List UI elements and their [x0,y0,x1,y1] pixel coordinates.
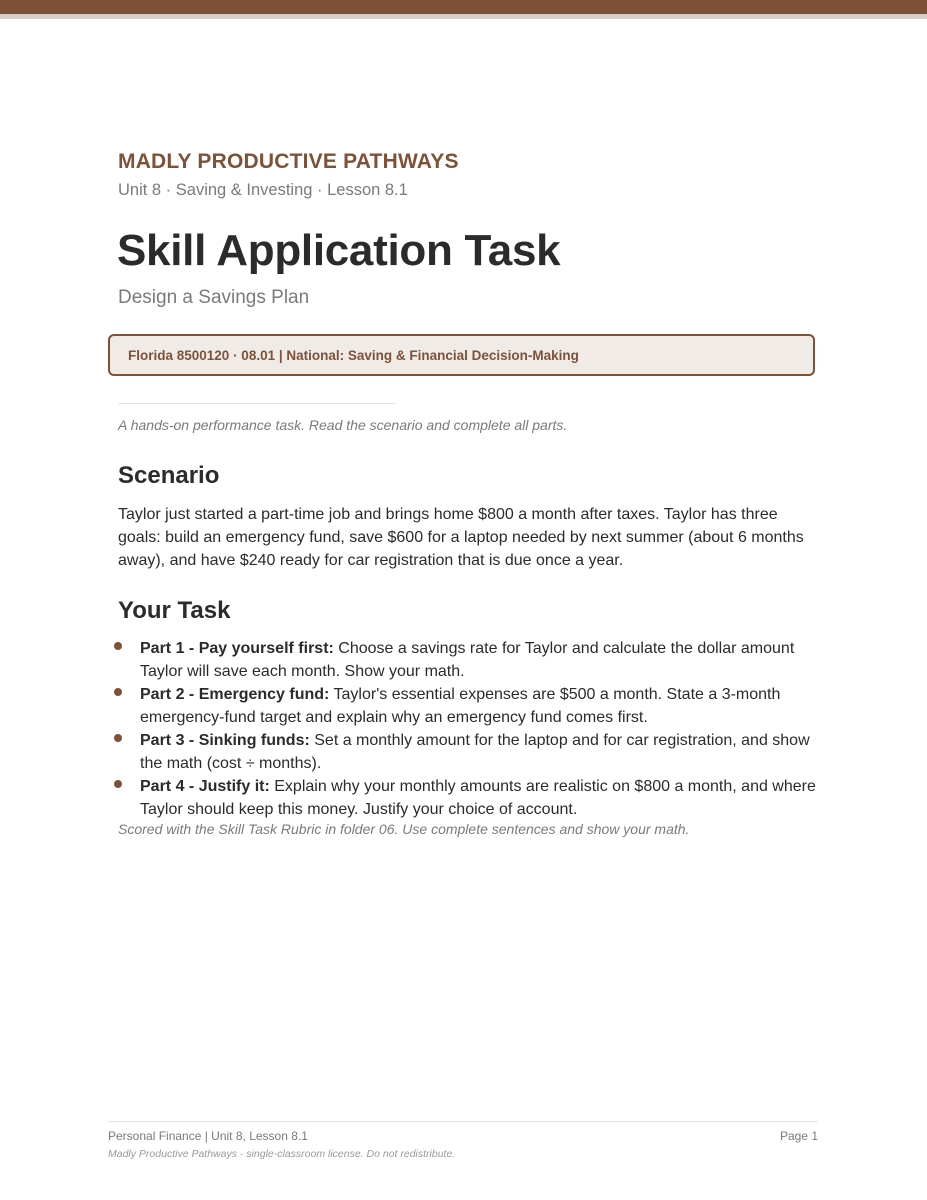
task-part-3 [118,729,818,775]
task-part-label: Part 4 - Justify it: [140,778,270,795]
intro-text: A hands-on performance task. Read the scenario and complete all parts. [118,417,568,433]
scenario-text: Taylor just started a part-time job and brings home $800 a month after taxes. Taylor has three goals: build an emergency fund, save $600 for a laptop needed by next summer (about 6 months away), and have $240 ready for car registration that is due once a year. [118,506,804,569]
bullet-icon [114,780,122,788]
task-part-2 [118,683,818,729]
page-subtitle: Design a Savings Plan [118,287,310,308]
organization-name: MADLY PRODUCTIVE PATHWAYS [118,150,459,173]
scenario-heading: Scenario [118,462,220,489]
top-accent-bar [0,0,927,14]
standards-text: Florida 8500120 · 08.01 | National: Saving & Financial Decision-Making [128,348,579,363]
task-heading: Your Task [118,597,231,624]
task-list [118,637,818,821]
task-part-text: Explain why your monthly amounts are realistic on $800 a month, and where Taylor should keep this money. Justify your choice of account. [140,778,816,818]
task-part-label: Part 3 - Sinking funds: [140,732,310,749]
task-part-text: Set a monthly amount for the laptop and for car registration, and show the math (cost ÷ months). [140,732,810,772]
task-part-text: Taylor's essential expenses are $500 a month. State a 3-month emergency-fund target and explain why an emergency fund comes first. [140,686,781,726]
standards-box [108,334,815,376]
bullet-icon [114,734,122,742]
footer-course-info: Personal Finance | Unit 8, Lesson 8.1 [108,1129,308,1143]
task-part-1 [118,637,818,683]
task-part-label: Part 2 - Emergency fund: [140,686,330,703]
task-part-4 [118,775,818,821]
task-part-text: Choose a savings rate for Taylor and calculate the dollar amount Taylor will save each month. Show your math. [140,640,795,680]
top-accent-underline [0,14,927,19]
page-title: Skill Application Task [117,226,561,275]
bullet-icon [114,642,122,650]
section-divider [118,403,396,404]
unit-lesson-line: Unit 8 · Saving & Investing · Lesson 8.1 [118,181,408,199]
bullet-icon [114,688,122,696]
scoring-note: Scored with the Skill Task Rubric in folder 06. Use complete sentences and show your math. [118,821,690,837]
footer-page-number: Page 1 [779,1129,818,1143]
task-part-label: Part 1 - Pay yourself first: [140,640,334,657]
footer-divider [108,1121,818,1122]
footer-license: Madly Productive Pathways - single-classroom license. Do not redistribute. [108,1148,456,1160]
